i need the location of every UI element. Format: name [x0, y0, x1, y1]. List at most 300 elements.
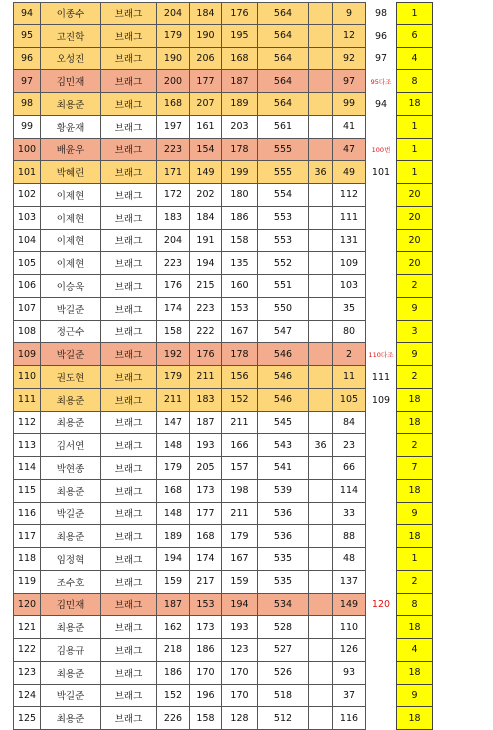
cell-g1: 148 [157, 503, 190, 526]
cell-g3: 128 [222, 707, 258, 730]
cell-name: 김서연 [41, 434, 101, 457]
cell-g1: 192 [157, 343, 190, 366]
cell-g2: 217 [190, 571, 222, 594]
cell-total: 526 [258, 662, 309, 685]
table-row [13, 207, 433, 230]
cell-extra [309, 616, 333, 639]
cell-name: 박혜린 [41, 161, 101, 184]
cell-team: 브래그 [101, 25, 157, 48]
cell-g1: 179 [157, 366, 190, 389]
table-row [13, 434, 433, 457]
cell-g2: 183 [190, 389, 222, 412]
cell-badge: 1 [396, 139, 433, 162]
cell-badge: 9 [396, 503, 433, 526]
cell-total: 555 [258, 139, 309, 162]
cell-no: 100 [13, 139, 41, 162]
cell-g1: 179 [157, 25, 190, 48]
cell-name: 김용규 [41, 639, 101, 662]
cell-no: 116 [13, 503, 41, 526]
cell-badge: 1 [396, 116, 433, 139]
cell-badge: 1 [396, 548, 433, 571]
cell-g1: 197 [157, 116, 190, 139]
cell-note: 120 [371, 599, 391, 611]
cell-no: 112 [13, 412, 41, 435]
table-row [13, 25, 433, 48]
cell-total: 552 [258, 252, 309, 275]
cell-g3: 153 [222, 298, 258, 321]
cell-g2: 173 [190, 480, 222, 503]
cell-g1: 187 [157, 594, 190, 617]
cell-extra [309, 457, 333, 480]
cell-rank: 35 [333, 298, 366, 321]
cell-g3: 156 [222, 366, 258, 389]
cell-total: 546 [258, 389, 309, 412]
cell-no: 125 [13, 707, 41, 730]
cell-no: 101 [13, 161, 41, 184]
cell-total: 536 [258, 503, 309, 526]
cell-g2: 184 [190, 207, 222, 230]
cell-total: 536 [258, 525, 309, 548]
table-row [13, 525, 433, 548]
table-row [13, 343, 433, 366]
cell-name: 조수호 [41, 571, 101, 594]
cell-total: 535 [258, 548, 309, 571]
cell-no: 106 [13, 275, 41, 298]
cell-name: 최용준 [41, 480, 101, 503]
cell-name: 임정혁 [41, 548, 101, 571]
cell-g2: 158 [190, 707, 222, 730]
cell-badge: 18 [396, 93, 433, 116]
cell-badge: 6 [396, 25, 433, 48]
cell-g1: 158 [157, 321, 190, 344]
cell-g1: 218 [157, 639, 190, 662]
cell-rank: 137 [333, 571, 366, 594]
cell-badge: 18 [396, 412, 433, 435]
table-row [13, 389, 433, 412]
cell-note [366, 480, 396, 503]
cell-team: 브래그 [101, 207, 157, 230]
cell-team: 브래그 [101, 48, 157, 71]
cell-badge: 8 [396, 594, 433, 617]
cell-rank: 47 [333, 139, 366, 162]
cell-name: 최용준 [41, 616, 101, 639]
cell-g1: 186 [157, 662, 190, 685]
cell-rank: 149 [333, 594, 366, 617]
cell-name: 김민재 [41, 70, 101, 93]
table-row [13, 230, 433, 253]
cell-g1: 204 [157, 2, 190, 25]
cell-rank: 11 [333, 366, 366, 389]
cell-total: 564 [258, 70, 309, 93]
cell-name: 박길준 [41, 503, 101, 526]
cell-extra [309, 2, 333, 25]
cell-g3: 203 [222, 116, 258, 139]
cell-rank: 80 [333, 321, 366, 344]
cell-rank: 110 [333, 616, 366, 639]
cell-rank: 84 [333, 412, 366, 435]
cell-extra [309, 412, 333, 435]
cell-badge: 4 [396, 639, 433, 662]
cell-team: 브래그 [101, 366, 157, 389]
cell-g2: 206 [190, 48, 222, 71]
cell-no: 110 [13, 366, 41, 389]
cell-rank: 66 [333, 457, 366, 480]
cell-badge: 18 [396, 480, 433, 503]
cell-team: 브래그 [101, 412, 157, 435]
cell-total: 564 [258, 93, 309, 116]
cell-total: 541 [258, 457, 309, 480]
cell-no: 96 [13, 48, 41, 71]
cell-name: 권도현 [41, 366, 101, 389]
cell-note [366, 434, 396, 457]
cell-badge: 18 [396, 662, 433, 685]
table-row [13, 139, 433, 162]
cell-name: 박현종 [41, 457, 101, 480]
cell-g2: 187 [190, 412, 222, 435]
cell-team: 브래그 [101, 184, 157, 207]
cell-badge: 9 [396, 343, 433, 366]
cell-g2: 161 [190, 116, 222, 139]
cell-total: 551 [258, 275, 309, 298]
cell-g3: 158 [222, 230, 258, 253]
cell-g3: 170 [222, 685, 258, 708]
cell-g1: 223 [157, 252, 190, 275]
cell-g1: 168 [157, 480, 190, 503]
cell-rank: 131 [333, 230, 366, 253]
cell-note [366, 457, 396, 480]
cell-name: 정근수 [41, 321, 101, 344]
cell-note [366, 116, 396, 139]
cell-g3: 179 [222, 525, 258, 548]
cell-g1: 200 [157, 70, 190, 93]
cell-g1: 183 [157, 207, 190, 230]
cell-team: 브래그 [101, 2, 157, 25]
cell-total: 545 [258, 412, 309, 435]
cell-badge: 2 [396, 366, 433, 389]
cell-note [366, 525, 396, 548]
table-row [13, 2, 433, 25]
cell-team: 브래그 [101, 230, 157, 253]
cell-badge: 9 [396, 298, 433, 321]
cell-name: 이제현 [41, 230, 101, 253]
cell-name: 황윤재 [41, 116, 101, 139]
cell-rank: 97 [333, 70, 366, 93]
cell-note [366, 298, 396, 321]
cell-total: 553 [258, 207, 309, 230]
cell-team: 브래그 [101, 321, 157, 344]
cell-extra [309, 70, 333, 93]
cell-extra [309, 639, 333, 662]
cell-g3: 135 [222, 252, 258, 275]
cell-badge: 20 [396, 230, 433, 253]
cell-name: 박길준 [41, 298, 101, 321]
cell-note [366, 662, 396, 685]
cell-total: 527 [258, 639, 309, 662]
cell-total: 539 [258, 480, 309, 503]
cell-no: 95 [13, 25, 41, 48]
cell-extra [309, 230, 333, 253]
cell-rank: 88 [333, 525, 366, 548]
cell-no: 104 [13, 230, 41, 253]
cell-extra [309, 25, 333, 48]
cell-extra: 36 [309, 161, 333, 184]
cell-rank: 111 [333, 207, 366, 230]
cell-rank: 92 [333, 48, 366, 71]
cell-extra [309, 139, 333, 162]
cell-badge: 20 [396, 207, 433, 230]
cell-g3: 157 [222, 457, 258, 480]
cell-note [366, 252, 396, 275]
cell-team: 브래그 [101, 548, 157, 571]
cell-badge: 18 [396, 707, 433, 730]
cell-g2: 202 [190, 184, 222, 207]
cell-no: 123 [13, 662, 41, 685]
table-row [13, 161, 433, 184]
cell-g3: 211 [222, 503, 258, 526]
cell-note [366, 707, 396, 730]
cell-name: 박길준 [41, 343, 101, 366]
cell-no: 121 [13, 616, 41, 639]
cell-no: 119 [13, 571, 41, 594]
cell-name: 최용준 [41, 662, 101, 685]
table-row [13, 252, 433, 275]
cell-rank: 93 [333, 662, 366, 685]
table-row [13, 639, 433, 662]
cell-no: 97 [13, 70, 41, 93]
cell-note: 101 [371, 167, 391, 179]
cell-g2: 205 [190, 457, 222, 480]
cell-badge: 1 [396, 2, 433, 25]
cell-team: 브래그 [101, 525, 157, 548]
cell-team: 브래그 [101, 457, 157, 480]
cell-g2: 153 [190, 594, 222, 617]
cell-g3: 189 [222, 93, 258, 116]
cell-badge: 2 [396, 275, 433, 298]
cell-total: 564 [258, 2, 309, 25]
cell-g1: 147 [157, 412, 190, 435]
cell-rank: 103 [333, 275, 366, 298]
cell-extra [309, 252, 333, 275]
cell-total: 564 [258, 48, 309, 71]
cell-g2: 211 [190, 366, 222, 389]
cell-total: 535 [258, 571, 309, 594]
cell-name: 이종수 [41, 2, 101, 25]
cell-g2: 223 [190, 298, 222, 321]
cell-no: 118 [13, 548, 41, 571]
cell-no: 98 [13, 93, 41, 116]
cell-extra [309, 343, 333, 366]
cell-team: 브래그 [101, 594, 157, 617]
cell-no: 117 [13, 525, 41, 548]
cell-extra [309, 321, 333, 344]
cell-badge: 4 [396, 48, 433, 71]
cell-team: 브래그 [101, 343, 157, 366]
cell-team: 브래그 [101, 298, 157, 321]
cell-g1: 174 [157, 298, 190, 321]
cell-note: 98 [374, 7, 388, 19]
cell-g2: 168 [190, 525, 222, 548]
cell-g3: 198 [222, 480, 258, 503]
cell-extra [309, 662, 333, 685]
cell-badge: 18 [396, 389, 433, 412]
cell-note: 100번 [371, 146, 391, 155]
cell-name: 최용준 [41, 525, 101, 548]
cell-rank: 12 [333, 25, 366, 48]
table-row [13, 275, 433, 298]
cell-extra [309, 707, 333, 730]
cell-g1: 226 [157, 707, 190, 730]
cell-g1: 159 [157, 571, 190, 594]
cell-extra [309, 93, 333, 116]
cell-team: 브래그 [101, 571, 157, 594]
cell-rank: 105 [333, 389, 366, 412]
cell-name: 최용준 [41, 412, 101, 435]
cell-team: 브래그 [101, 275, 157, 298]
cell-extra [309, 548, 333, 571]
cell-g2: 149 [190, 161, 222, 184]
cell-g2: 190 [190, 25, 222, 48]
cell-rank: 48 [333, 548, 366, 571]
cell-extra [309, 480, 333, 503]
cell-g3: 159 [222, 571, 258, 594]
table-row [13, 93, 433, 116]
table-row [13, 616, 433, 639]
cell-team: 브래그 [101, 434, 157, 457]
table-row [13, 480, 433, 503]
table-row [13, 298, 433, 321]
cell-rank: 33 [333, 503, 366, 526]
cell-g2: 196 [190, 685, 222, 708]
cell-g2: 215 [190, 275, 222, 298]
cell-total: 555 [258, 161, 309, 184]
cell-total: 554 [258, 184, 309, 207]
cell-badge: 7 [396, 457, 433, 480]
cell-badge: 18 [396, 525, 433, 548]
cell-no: 103 [13, 207, 41, 230]
cell-extra [309, 503, 333, 526]
cell-badge: 1 [396, 161, 433, 184]
table-row [13, 321, 433, 344]
cell-no: 113 [13, 434, 41, 457]
cell-rank: 126 [333, 639, 366, 662]
cell-g1: 204 [157, 230, 190, 253]
cell-g1: 189 [157, 525, 190, 548]
cell-name: 이제현 [41, 207, 101, 230]
cell-g3: 166 [222, 434, 258, 457]
cell-no: 111 [13, 389, 41, 412]
cell-name: 고진학 [41, 25, 101, 48]
cell-team: 브래그 [101, 616, 157, 639]
cell-name: 박길준 [41, 685, 101, 708]
cell-note: 110다조 [368, 351, 394, 360]
cell-g1: 176 [157, 275, 190, 298]
cell-g3: 195 [222, 25, 258, 48]
cell-g2: 154 [190, 139, 222, 162]
cell-note: 94 [374, 98, 388, 110]
cell-no: 120 [13, 594, 41, 617]
cell-name: 배윤우 [41, 139, 101, 162]
cell-g3: 187 [222, 70, 258, 93]
cell-note [366, 685, 396, 708]
cell-g2: 184 [190, 2, 222, 25]
score-sheet [13, 2, 433, 730]
cell-g3: 211 [222, 412, 258, 435]
cell-team: 브래그 [101, 139, 157, 162]
table-row [13, 594, 433, 617]
table-row [13, 707, 433, 730]
cell-badge: 2 [396, 434, 433, 457]
cell-rank: 41 [333, 116, 366, 139]
table-row [13, 503, 433, 526]
cell-total: 546 [258, 366, 309, 389]
table-row [13, 48, 433, 71]
cell-g3: 194 [222, 594, 258, 617]
cell-g3: 167 [222, 548, 258, 571]
cell-g2: 177 [190, 70, 222, 93]
cell-g1: 162 [157, 616, 190, 639]
cell-g1: 194 [157, 548, 190, 571]
cell-rank: 49 [333, 161, 366, 184]
cell-g3: 180 [222, 184, 258, 207]
cell-extra [309, 275, 333, 298]
cell-g3: 167 [222, 321, 258, 344]
cell-total: 553 [258, 230, 309, 253]
cell-badge: 2 [396, 571, 433, 594]
cell-extra [309, 685, 333, 708]
cell-rank: 116 [333, 707, 366, 730]
cell-extra: 36 [309, 434, 333, 457]
cell-rank: 9 [333, 2, 366, 25]
cell-extra [309, 594, 333, 617]
cell-g3: 193 [222, 616, 258, 639]
cell-extra [309, 571, 333, 594]
cell-g1: 190 [157, 48, 190, 71]
cell-g2: 194 [190, 252, 222, 275]
cell-team: 브래그 [101, 685, 157, 708]
cell-team: 브래그 [101, 93, 157, 116]
cell-badge: 8 [396, 70, 433, 93]
cell-note [366, 230, 396, 253]
cell-extra [309, 207, 333, 230]
cell-total: 546 [258, 343, 309, 366]
cell-note: 109 [371, 394, 391, 406]
cell-team: 브래그 [101, 252, 157, 275]
cell-g1: 148 [157, 434, 190, 457]
cell-badge: 9 [396, 685, 433, 708]
cell-no: 105 [13, 252, 41, 275]
cell-total: 561 [258, 116, 309, 139]
cell-note [366, 571, 396, 594]
cell-no: 124 [13, 685, 41, 708]
cell-total: 550 [258, 298, 309, 321]
cell-no: 122 [13, 639, 41, 662]
cell-name: 오성진 [41, 48, 101, 71]
cell-g3: 170 [222, 662, 258, 685]
cell-g3: 199 [222, 161, 258, 184]
cell-note [366, 184, 396, 207]
cell-no: 109 [13, 343, 41, 366]
cell-no: 107 [13, 298, 41, 321]
cell-g1: 179 [157, 457, 190, 480]
cell-note: 111 [371, 371, 391, 383]
cell-g1: 172 [157, 184, 190, 207]
cell-note [366, 412, 396, 435]
cell-g3: 176 [222, 2, 258, 25]
cell-name: 김민재 [41, 594, 101, 617]
cell-note [366, 503, 396, 526]
cell-g2: 176 [190, 343, 222, 366]
table-row [13, 70, 433, 93]
